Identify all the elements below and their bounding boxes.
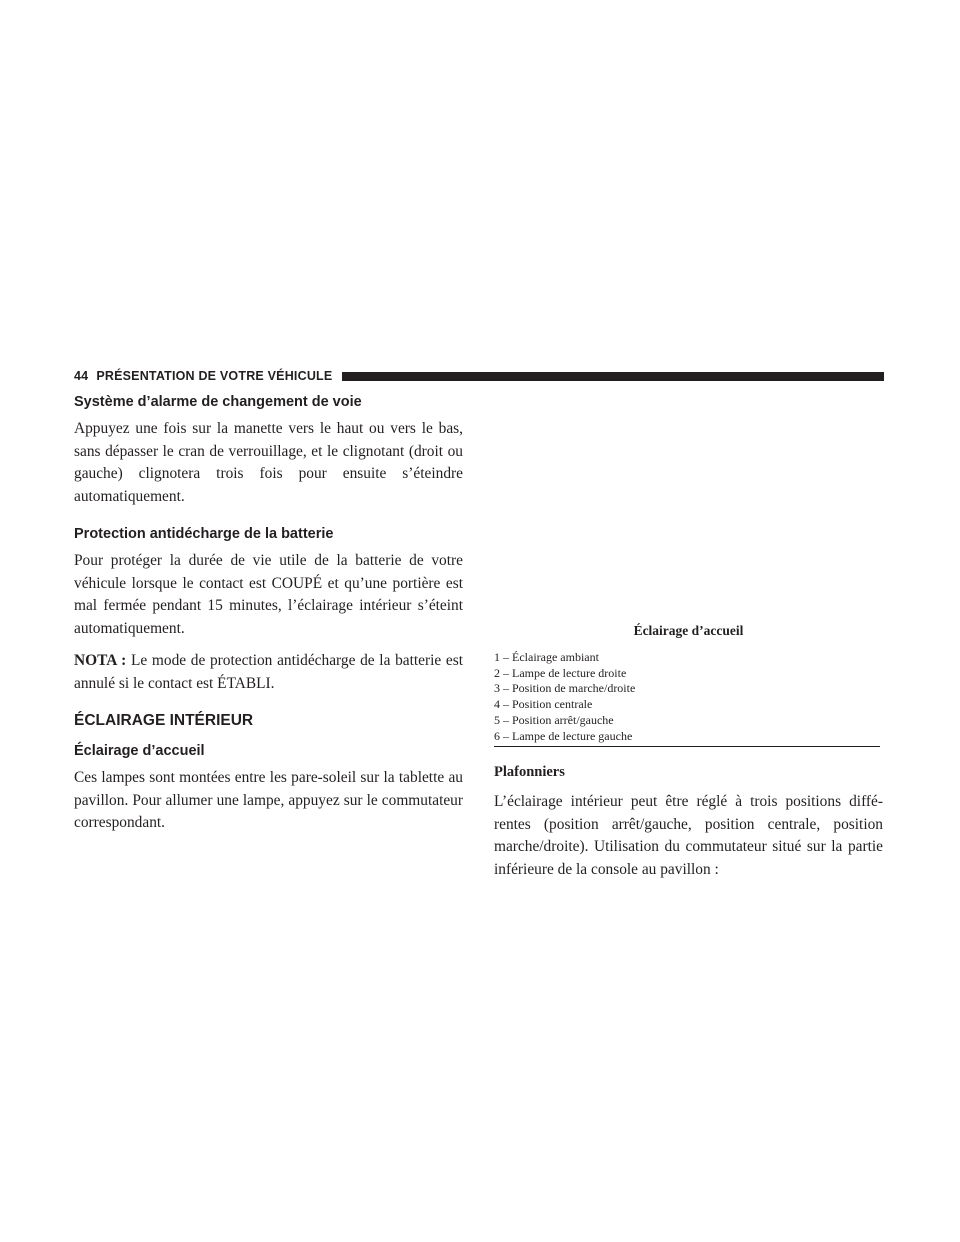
dome-lights-heading: Plafonniers [494, 764, 565, 780]
right-column [494, 762, 883, 881]
legend-item: 1 – Éclairage ambiant [494, 650, 599, 664]
interior-lighting-heading: ÉCLAIRAGE INTÉRIEUR [74, 712, 254, 729]
legend-item: 2 – Lampe de lecture droite [494, 665, 627, 680]
header-rule [342, 372, 884, 381]
lane-change-text: Appuyez une fois sur la manette vers le haut ou vers le bas, sans dépasser le cran de verrouillage, et le clignotant (droit ou gauche) clignotera trois fois pour ensuite s’éteindre automatiquement. [74, 420, 463, 505]
figure-legend [494, 650, 880, 747]
courtesy-lights-heading: Éclairage d’accueil [74, 743, 205, 759]
page-header [74, 367, 884, 385]
legend-item: 3 – Position de marche/droite [494, 681, 636, 696]
left-column [74, 392, 463, 835]
legend-item: 6 – Lampe de lecture gauche [494, 728, 633, 743]
figure-caption: Éclairage d’accueil [633, 623, 744, 638]
battery-text: Pour protéger la durée de vie utile de la batterie de votre véhicule lorsque le contact est COUPÉ et qu’une portière est mal fermée pendant 15 minutes, l’éclairage intérieur s’éteint automatiquement. [74, 552, 463, 637]
lane-change-heading: Système d’alarme de changement de voie [74, 394, 362, 410]
note-label: NOTA : [74, 652, 127, 669]
battery-heading: Protection antidécharge de la batterie [74, 526, 334, 542]
courtesy-lights-text: Ces lampes sont montées entre les pare-soleil sur la tablette au pavillon. Pour allumer une lampe, appuyez sur le commutateur correspondant. [74, 769, 463, 831]
section-title: PRÉSENTATION DE VOTRE VÉHICULE [96, 369, 333, 383]
legend-item: 5 – Position arrêt/gauche [494, 712, 614, 727]
battery-note [74, 650, 463, 695]
dome-lights-text: L’éclairage intérieur peut être réglé à trois positions diffé-rentes (position arrêt/gauche, position centrale, position marche/droite). Utilisation du commutateur situé sur la partie inférieure de la console au pavillon : [494, 793, 883, 878]
note-text: Le mode de protection antidécharge de la batterie est annulé si le contact est ÉTABLI. [74, 652, 464, 692]
legend-item: 4 – Position centrale [494, 697, 593, 712]
page-number: 44 [74, 369, 89, 383]
